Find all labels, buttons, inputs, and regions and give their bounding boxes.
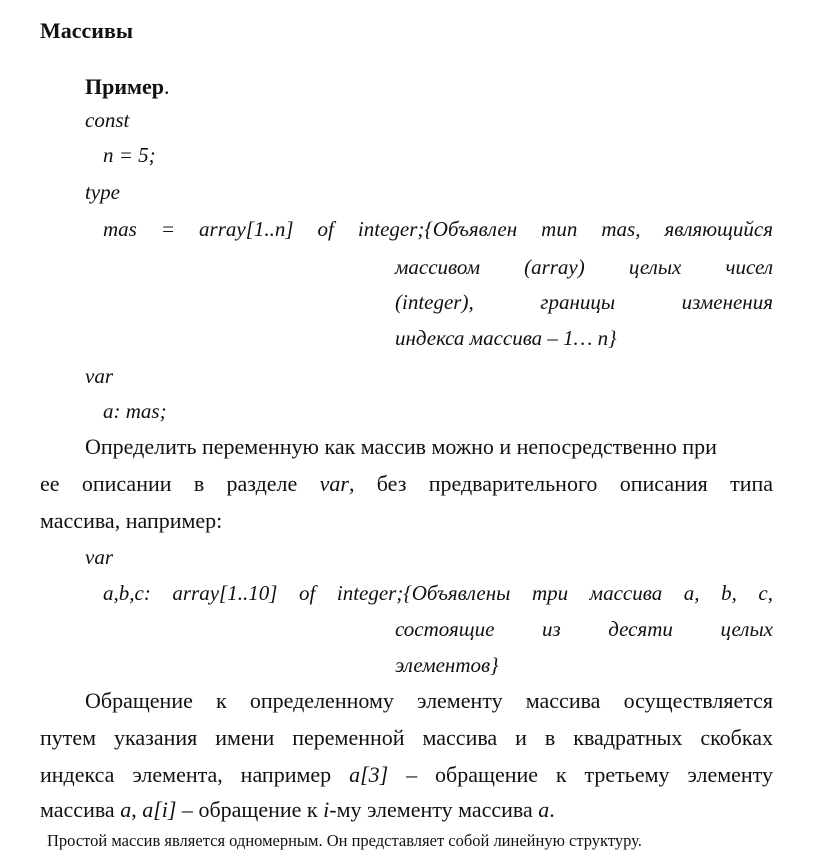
paragraph-1-line-1: Определить переменную как массив можно и непосредственно при bbox=[85, 434, 717, 459]
para2-l3-after: – обращение к третьему элементу bbox=[406, 762, 774, 787]
para2-l4-after: -му элементу массива bbox=[329, 797, 533, 822]
para2-a2: a bbox=[538, 797, 550, 822]
code2-comment-line-3: элементов} bbox=[395, 653, 499, 677]
para2-a3: a[3] bbox=[349, 762, 389, 787]
footer-note: Простой массив является одномерным. Он представляет собой линейную структуру. bbox=[47, 831, 642, 850]
para2-ai: a[i] bbox=[142, 797, 177, 822]
code-var-keyword: var bbox=[85, 364, 113, 388]
code-n-declaration: n = 5; bbox=[103, 143, 156, 167]
code2-var-keyword: var bbox=[85, 545, 113, 569]
para2-end: . bbox=[549, 797, 555, 822]
code-mas-declaration: mas = array[1..n] of integer;{Объявлен тип mas, являющийся bbox=[103, 217, 773, 241]
example-label: Пример bbox=[85, 74, 165, 99]
para1-text-after: , без предварительного описания типа bbox=[348, 471, 774, 496]
code-comment-line-2: массивом (array) целых чисел bbox=[395, 255, 773, 279]
section-title: Массивы bbox=[40, 18, 134, 43]
code-comment-line-4: индекса массива – 1… n} bbox=[395, 326, 617, 350]
code-a-declaration: a: mas; bbox=[103, 399, 167, 423]
paragraph-2-line-3 bbox=[40, 762, 773, 788]
paragraph-2-line-1: Обращение к определенному элементу массива осуществляется bbox=[85, 688, 773, 713]
para1-var-keyword: var bbox=[319, 471, 349, 496]
paragraph-1-line-2 bbox=[40, 471, 773, 497]
para2-l3-before: индекса элемента, например bbox=[40, 762, 332, 787]
code-const-keyword: const bbox=[85, 108, 130, 132]
para2-i: i bbox=[323, 797, 330, 822]
code2-comment-line-2: состоящие из десяти целых bbox=[395, 617, 773, 641]
paragraph-2-line-2: путем указания имени переменной массива и в квадратных скобках bbox=[40, 725, 773, 750]
example-dot: . bbox=[164, 74, 170, 99]
code-comment-line-3: (integer), границы изменения bbox=[395, 290, 773, 314]
code2-abc-declaration: a,b,c: array[1..10] of integer;{Объявлены три массива a, b, c, bbox=[103, 581, 773, 605]
para1-text-before: ее описании в разделе bbox=[40, 471, 298, 496]
example-heading bbox=[85, 74, 170, 100]
paragraph-1-line-3: массива, например: bbox=[40, 508, 223, 533]
para2-l4-mid: – обращение к bbox=[181, 797, 318, 822]
paragraph-2-line-4 bbox=[40, 797, 555, 823]
para2-comma: , bbox=[131, 797, 137, 822]
code-type-keyword: type bbox=[85, 180, 120, 204]
para2-l4-before: массива bbox=[40, 797, 115, 822]
para2-a: a bbox=[120, 797, 132, 822]
